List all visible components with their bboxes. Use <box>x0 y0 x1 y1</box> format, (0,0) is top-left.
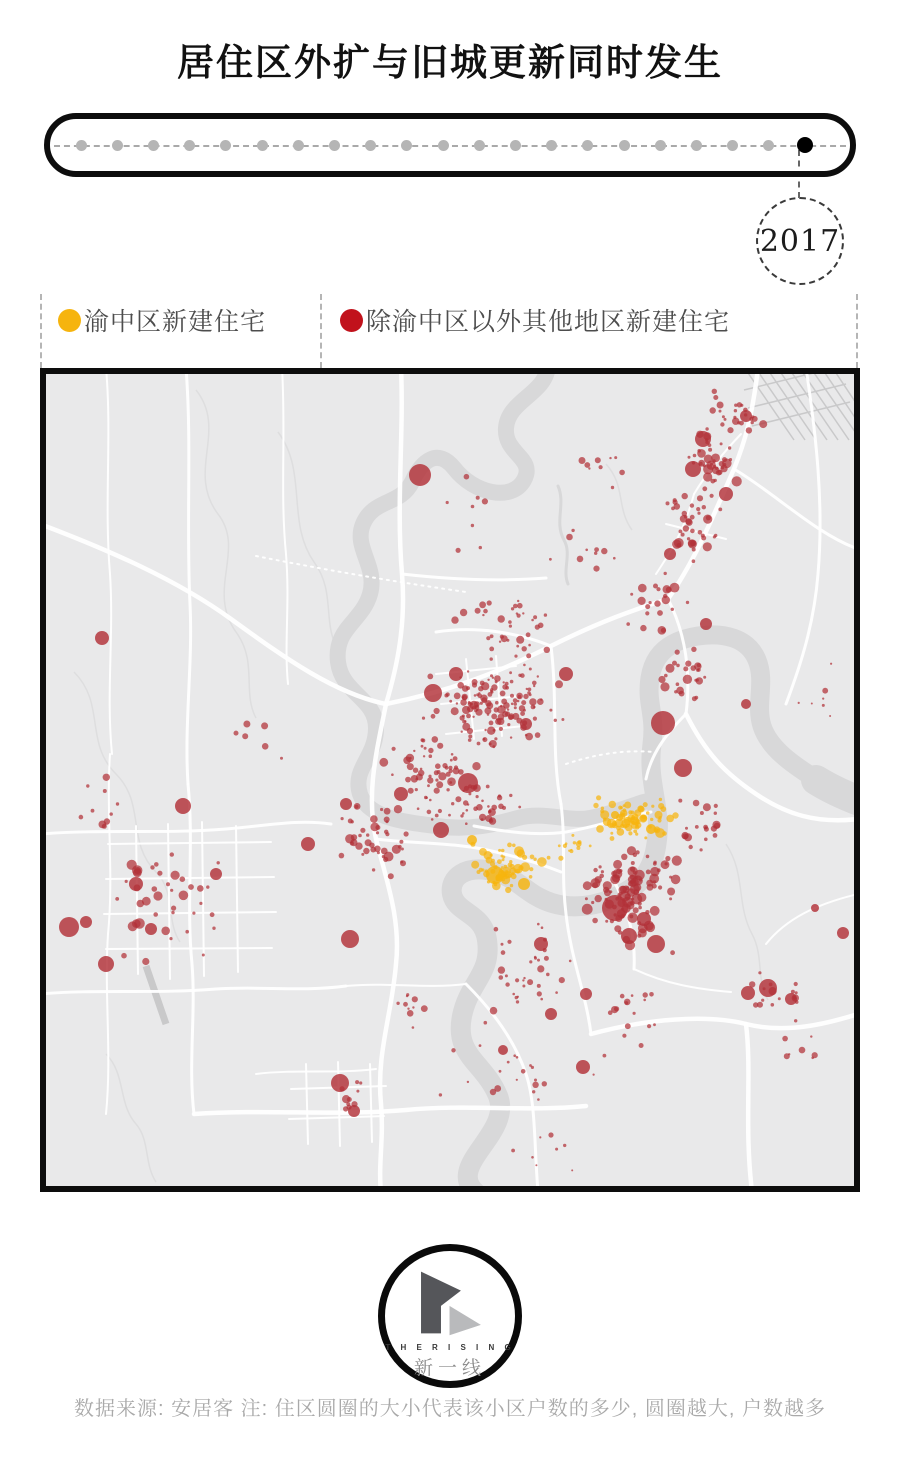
legend-label-yuzhong: 渝中区新建住宅 <box>84 308 267 336</box>
legend-label-other: 除渝中区以外其他地区新建住宅 <box>366 308 731 336</box>
logo-en-text: T H E R I S I N G <box>385 1343 515 1352</box>
timeline-tick[interactable] <box>691 140 702 151</box>
timeline-tick[interactable] <box>220 140 231 151</box>
timeline-slider[interactable] <box>44 113 856 177</box>
timeline-tick[interactable] <box>329 140 340 151</box>
logo-mark-icon <box>414 1265 486 1341</box>
timeline-tick[interactable] <box>655 140 666 151</box>
legend-item-yuzhong <box>42 294 320 338</box>
timeline-tick[interactable] <box>293 140 304 151</box>
timeline-tick[interactable] <box>148 140 159 151</box>
timeline-tick[interactable] <box>184 140 195 151</box>
selected-year-badge <box>756 197 844 285</box>
source-note: 数据来源: 安居客 注: 住区圆圈的大小代表该小区户数的多少, 圆圈越大, 户数越多 <box>73 1398 826 1420</box>
timeline-tick[interactable] <box>365 140 376 151</box>
legend <box>40 294 858 368</box>
timeline-tick[interactable] <box>619 140 630 151</box>
timeline-tick[interactable] <box>76 140 87 151</box>
bubble-map <box>40 368 860 1192</box>
timeline-tick[interactable] <box>727 140 738 151</box>
selected-year-label: 2017 <box>759 223 841 259</box>
logo-zh-text: 新一线 <box>413 1358 486 1379</box>
legend-item-other <box>322 294 730 338</box>
timeline-tick[interactable] <box>401 140 412 151</box>
timeline-tick[interactable] <box>763 140 774 151</box>
timeline-tick[interactable] <box>112 140 123 151</box>
timeline-handle-selected[interactable] <box>797 137 813 153</box>
the-rising-logo <box>378 1244 522 1388</box>
timeline-tick[interactable] <box>582 140 593 151</box>
page-title: 居住区外扩与旧城更新同时发生 <box>177 42 723 83</box>
timeline-tick[interactable] <box>257 140 268 151</box>
timeline-tick[interactable] <box>510 140 521 151</box>
legend-dot-yellow-icon <box>58 309 81 332</box>
timeline-tick[interactable] <box>474 140 485 151</box>
map-canvas <box>46 374 854 1186</box>
legend-dot-red-icon <box>340 309 363 332</box>
timeline-tick[interactable] <box>438 140 449 151</box>
timeline-tick[interactable] <box>546 140 557 151</box>
